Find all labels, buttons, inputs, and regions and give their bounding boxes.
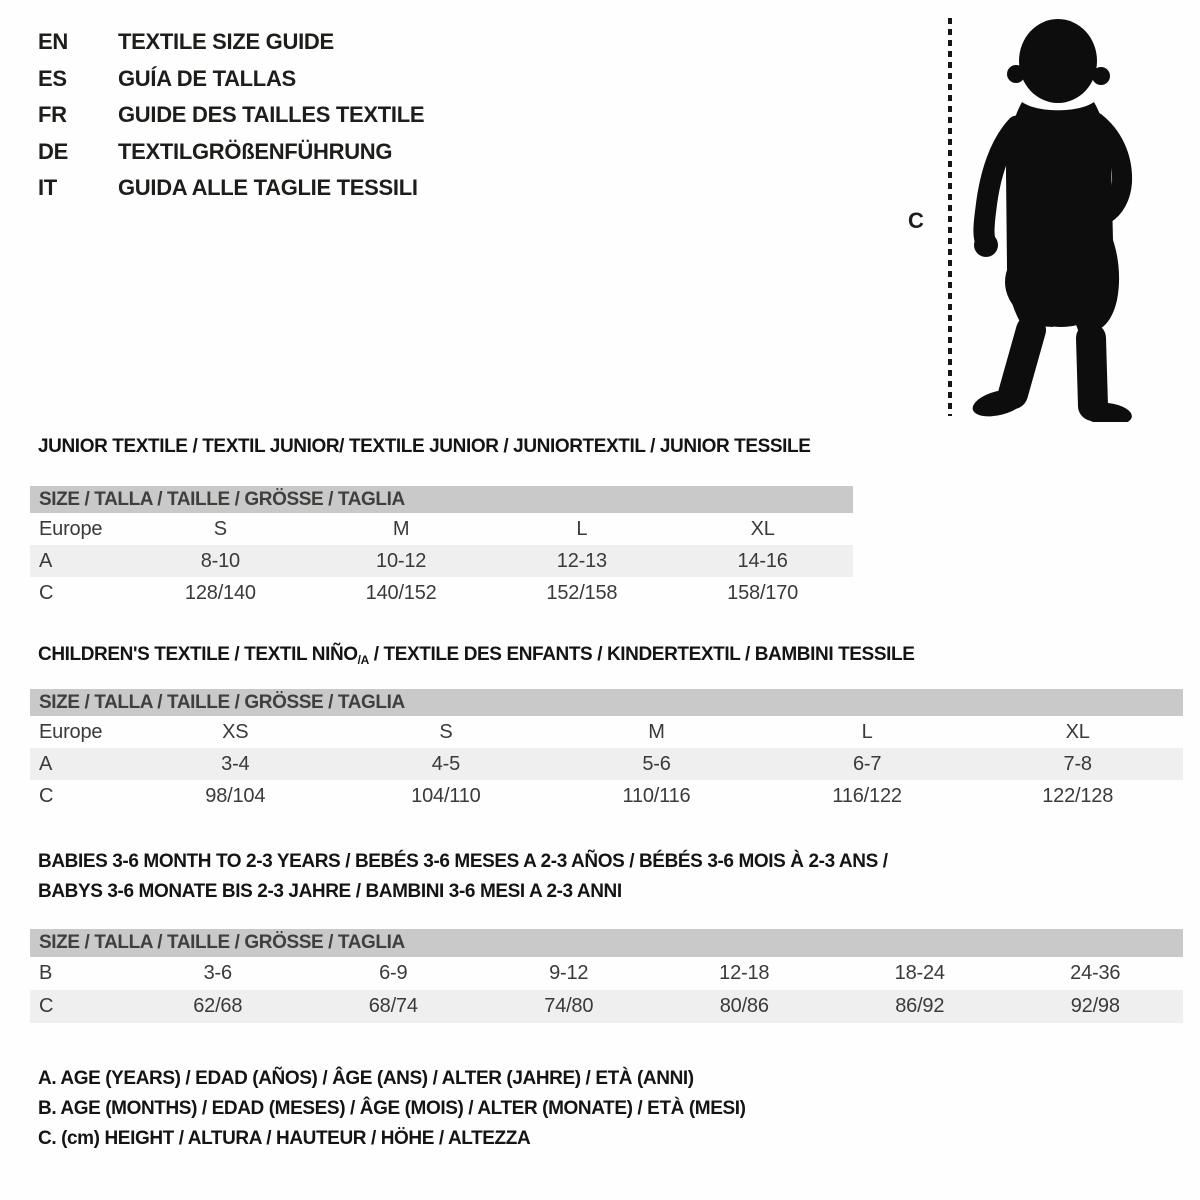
row-label: A: [39, 549, 53, 572]
table-row-age: [30, 545, 853, 577]
height-cell: 110/116: [622, 784, 691, 807]
children-size-table: [30, 689, 1183, 812]
months-cell: 12-18: [719, 962, 770, 984]
footnote-height-cm: C. (cm) HEIGHT / ALTURA / HAUTEUR / HÖHE / ALTEZZA: [38, 1128, 531, 1149]
row-label: A: [39, 752, 53, 775]
table-row-europe: [30, 716, 1183, 748]
table-row-age: [30, 748, 1183, 780]
section-title-junior: JUNIOR TEXTILE / TEXTIL JUNIOR/ TEXTILE JUNIOR / JUNIORTEXTIL / JUNIOR TESSILE: [38, 436, 811, 457]
lang-row-en: [38, 24, 424, 61]
height-cell: 128/140: [184, 581, 256, 604]
size-cell: M: [648, 720, 665, 743]
height-cell: 122/128: [1042, 784, 1114, 807]
age-cell: 6-7: [852, 752, 882, 775]
section-title-children-post: / TEXTILE DES ENFANTS / KINDERTEXTIL / BAMBINI TESSILE: [368, 644, 915, 665]
size-cell: L: [861, 720, 873, 743]
age-cell: 10-12: [376, 549, 427, 572]
row-label: C: [39, 784, 54, 807]
row-label: Europe: [39, 517, 103, 540]
row-label: B: [39, 962, 53, 984]
lang-code: DE: [38, 138, 68, 164]
months-cell: 6-9: [379, 962, 408, 984]
height-cell: 116/122: [832, 784, 902, 807]
section-title-babies-line2: BABYS 3-6 MONATE BIS 2-3 JAHRE / BAMBINI 3-6 MESI A 2-3 ANNI: [38, 881, 622, 902]
size-cell: XL: [750, 517, 775, 540]
table-row-height: [30, 990, 1183, 1023]
size-cell: XS: [222, 720, 249, 743]
row-label: C: [39, 995, 54, 1017]
table-row-height: [30, 577, 853, 609]
section-title-babies-line1: BABIES 3-6 MONTH TO 2-3 YEARS / BEBÉS 3-6 MESES A 2-3 AÑOS / BÉBÉS 3-6 MOIS À 2-3 ANS /: [38, 851, 888, 872]
junior-size-table: [30, 486, 853, 609]
age-cell: 7-8: [1063, 752, 1092, 775]
size-cell: S: [213, 517, 227, 540]
height-cell: 86/92: [895, 995, 945, 1017]
height-measure-dashed-line: [948, 18, 952, 416]
lang-label: TEXTILGRÖßENFÜHRUNG: [118, 138, 393, 164]
footnote-age-months: B. AGE (MONTHS) / EDAD (MESES) / ÂGE (MOIS) / ALTER (MONATE) / ETÀ (MESI): [38, 1098, 746, 1119]
table-row-height: [30, 780, 1183, 812]
age-cell: 14-16: [737, 549, 788, 572]
age-cell: 5-6: [642, 752, 671, 775]
size-header-bar: [30, 689, 1183, 716]
size-header-label: SIZE / TALLA / TAILLE / GRÖSSE / TAGLIA: [39, 691, 405, 713]
size-cell: M: [392, 517, 410, 540]
language-legend: [38, 24, 424, 207]
height-cell: 68/74: [368, 995, 418, 1017]
lang-row-de: [38, 134, 424, 171]
height-cell: 158/170: [727, 581, 799, 604]
lang-code: ES: [38, 65, 67, 91]
row-label: C: [39, 581, 54, 604]
lang-label: GUIDE DES TAILLES TEXTILE: [118, 102, 425, 128]
section-title-children-sub: /A: [357, 653, 369, 667]
lang-label: GUIDA ALLE TAGLIE TESSILI: [118, 175, 418, 201]
height-cell: 104/110: [411, 784, 481, 807]
babies-size-table: [30, 929, 1183, 1023]
lang-label: GUÍA DE TALLAS: [118, 65, 296, 91]
footnote-legend: [38, 1068, 746, 1158]
lang-row-fr: [38, 97, 424, 134]
age-cell: 4-5: [431, 752, 461, 775]
lang-row-es: [38, 61, 424, 98]
height-cell: 74/80: [544, 995, 594, 1017]
months-cell: 9-12: [549, 962, 589, 984]
months-cell: 18-24: [894, 962, 945, 984]
age-cell: 8-10: [200, 549, 240, 572]
height-cell: 152/158: [546, 581, 618, 604]
size-header-bar: [30, 486, 853, 513]
section-title-children: [38, 644, 914, 667]
size-header-label: SIZE / TALLA / TAILLE / GRÖSSE / TAGLIA: [39, 932, 405, 953]
size-header-bar: [30, 929, 1183, 957]
age-cell: 3-4: [221, 752, 250, 775]
toddler-silhouette-icon: [955, 12, 1155, 422]
lang-code: FR: [38, 102, 67, 128]
size-cell: S: [439, 720, 453, 743]
lang-code: IT: [38, 175, 57, 201]
lang-code: EN: [38, 29, 68, 55]
height-cell: 92/98: [1070, 995, 1120, 1017]
months-cell: 24-36: [1070, 962, 1121, 984]
height-cell: 98/104: [205, 784, 266, 807]
age-cell: 12-13: [556, 549, 607, 572]
height-measure-label: C: [908, 208, 924, 233]
months-cell: 3-6: [203, 962, 232, 984]
table-row-europe: [30, 513, 853, 545]
size-header-label: SIZE / TALLA / TAILLE / GRÖSSE / TAGLIA: [39, 488, 405, 510]
lang-row-it: [38, 170, 424, 207]
height-cell: 62/68: [193, 995, 243, 1017]
lang-label: TEXTILE SIZE GUIDE: [118, 29, 334, 55]
height-cell: 140/152: [365, 581, 437, 604]
table-row-months: [30, 957, 1183, 990]
size-cell: L: [576, 517, 588, 540]
size-cell: XL: [1065, 720, 1090, 743]
height-cell: 80/86: [719, 995, 769, 1017]
section-title-children-pre: CHILDREN'S TEXTILE / TEXTIL NIÑO: [38, 644, 358, 665]
footnote-age-years: A. AGE (YEARS) / EDAD (AÑOS) / ÂGE (ANS) / ALTER (JAHRE) / ETÀ (ANNI): [38, 1068, 694, 1089]
row-label: Europe: [39, 720, 103, 743]
